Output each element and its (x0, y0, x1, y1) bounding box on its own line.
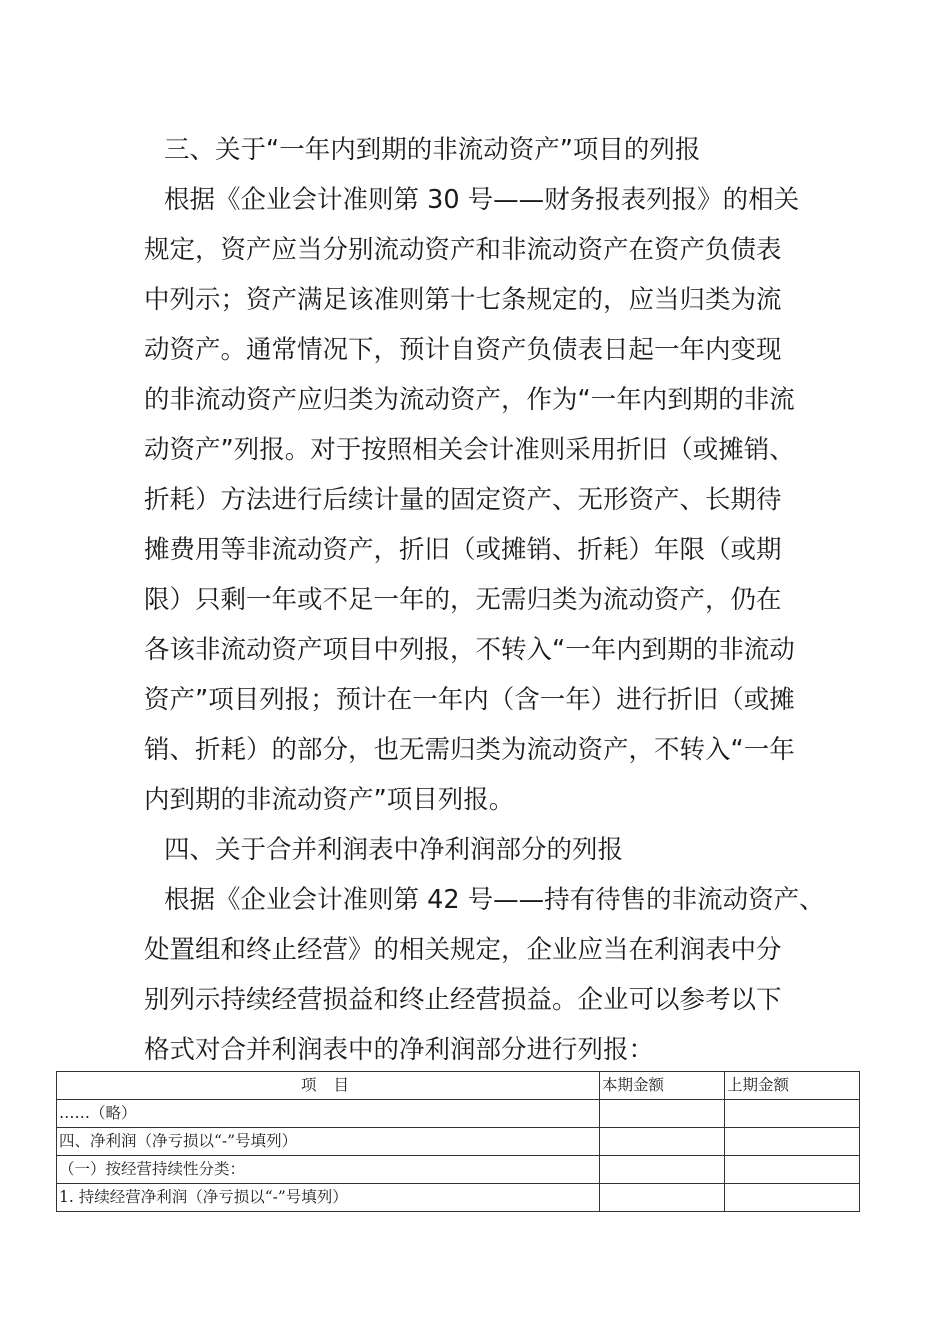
income-statement-table (56, 1071, 860, 1212)
row-current-amount (600, 1100, 725, 1128)
paragraph-line: 格式对合并利润表中的净利润部分进行列报： (144, 1035, 655, 1065)
row-previous-amount (725, 1100, 860, 1128)
section-heading-3: 三、关于“一年内到期的非流动资产”项目的列报 (164, 135, 701, 165)
row-previous-amount (725, 1128, 860, 1156)
row-item: （一）按经营持续性分类： (57, 1156, 600, 1184)
row-item: 1. 持续经营净利润（净亏损以“-”号填列） (57, 1184, 600, 1212)
table-header-row (57, 1072, 860, 1100)
header-previous-amount: 上期金额 (725, 1072, 860, 1100)
paragraph-line: 的非流动资产应归类为流动资产，作为“一年内到期的非流 (144, 385, 795, 415)
paragraph-line: 根据《企业会计准则第 42 号——持有待售的非流动资产、 (164, 885, 825, 915)
paragraph-line: 各该非流动资产项目中列报，不转入“一年内到期的非流动 (144, 635, 795, 665)
row-current-amount (600, 1184, 725, 1212)
row-previous-amount (725, 1184, 860, 1212)
income-statement-table-wrap (56, 1071, 858, 1212)
row-current-amount (600, 1156, 725, 1184)
paragraph-line: 限）只剩一年或不足一年的，无需归类为流动资产，仍在 (144, 585, 782, 615)
table-row (57, 1184, 860, 1212)
paragraph-line: 动资产。通常情况下，预计自资产负债表日起一年内变现 (144, 335, 782, 365)
table-row (57, 1128, 860, 1156)
row-item: 四、净利润（净亏损以“-”号填列） (57, 1128, 600, 1156)
paragraph-line: 规定，资产应当分别流动资产和非流动资产在资产负债表 (144, 235, 782, 265)
paragraph-line: 内到期的非流动资产”项目列报。 (144, 785, 515, 815)
table-row (57, 1100, 860, 1128)
row-previous-amount (725, 1156, 860, 1184)
paragraph-line: 折耗）方法进行后续计量的固定资产、无形资产、长期待 (144, 485, 782, 515)
paragraph-line: 处置组和终止经营》的相关规定，企业应当在利润表中分 (144, 935, 782, 965)
paragraph-line: 中列示；资产满足该准则第十七条规定的，应当归类为流 (144, 285, 782, 315)
paragraph-line: 销、折耗）的部分，也无需归类为流动资产，不转入“一年 (144, 735, 795, 765)
header-item: 项 目 (57, 1072, 600, 1100)
paragraph-line: 摊费用等非流动资产，折旧（或摊销、折耗）年限（或期 (144, 535, 782, 565)
paragraph-line: 资产”项目列报；预计在一年内（含一年）进行折旧（或摊 (144, 685, 795, 715)
table-row (57, 1156, 860, 1184)
row-current-amount (600, 1128, 725, 1156)
section-heading-4: 四、关于合并利润表中净利润部分的列报 (164, 835, 624, 865)
document-body (144, 125, 825, 1075)
row-item: ……（略） (57, 1100, 600, 1128)
header-current-amount: 本期金额 (600, 1072, 725, 1100)
paragraph-line: 动资产”列报。对于按照相关会计准则采用折旧（或摊销、 (144, 435, 795, 465)
paragraph-line: 根据《企业会计准则第 30 号——财务报表列报》的相关 (164, 185, 800, 215)
paragraph-line: 别列示持续经营损益和终止经营损益。企业可以参考以下 (144, 985, 782, 1015)
